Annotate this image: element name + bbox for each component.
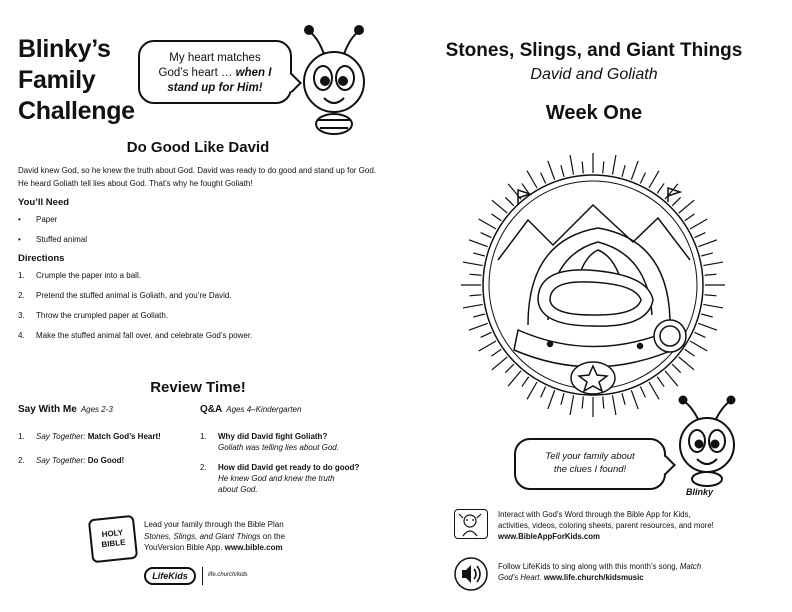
sun-ray bbox=[463, 262, 483, 265]
sun-ray bbox=[657, 377, 664, 387]
sun-ray bbox=[703, 304, 723, 307]
sun-ray bbox=[698, 240, 717, 247]
list-item: 2. Pretend the stuffed animal is Goliath, and you’re David. bbox=[18, 291, 232, 300]
sun-ray bbox=[479, 341, 496, 351]
sun-ray bbox=[570, 395, 573, 415]
mascot-name: Blinky bbox=[686, 487, 714, 497]
speaker-icon bbox=[454, 557, 488, 591]
sun-ray bbox=[492, 357, 507, 370]
sun-ray bbox=[582, 161, 583, 173]
directions-list bbox=[18, 270, 378, 350]
sun-ray bbox=[612, 155, 615, 175]
sun-ray bbox=[672, 364, 680, 372]
sun-ray bbox=[582, 397, 583, 409]
say-item: 1. Say Together: Match God’s Heart! bbox=[18, 432, 161, 441]
list-item: • Paper bbox=[18, 215, 58, 224]
directions-heading: Directions bbox=[18, 253, 65, 264]
bible-link[interactable]: www.bible.com bbox=[224, 543, 283, 552]
sun-ray bbox=[505, 197, 513, 205]
sun-ray bbox=[492, 200, 507, 213]
sun-ray bbox=[469, 274, 481, 275]
sun-ray bbox=[622, 165, 625, 177]
sun-ray bbox=[631, 390, 638, 409]
sun-ray bbox=[640, 387, 645, 398]
youll-need-heading: You’ll Need bbox=[18, 197, 70, 208]
story-subtitle: David and Goliath bbox=[530, 66, 658, 83]
sun-ray bbox=[541, 387, 546, 398]
qa-heading: Q&A Ages 4–Kindergarten bbox=[200, 404, 302, 415]
music-link[interactable]: www.life.church/kidsmusic bbox=[543, 573, 644, 582]
sun-ray bbox=[505, 364, 513, 372]
sun-ray bbox=[703, 262, 723, 265]
qa-item: 1. Why did David fight Goliath? Goliath was telling lies about God. bbox=[200, 432, 339, 452]
sun-ray bbox=[527, 171, 537, 188]
bubble-line: God’s heart … when I bbox=[158, 67, 272, 79]
sun-ray bbox=[491, 349, 501, 356]
sun-ray bbox=[481, 233, 492, 238]
sun-ray bbox=[701, 314, 713, 317]
bible-plan-text: Lead your family through the Bible Plan Stones, Slings, and Giant Things on the YouVersion Bible App. www.bible.com bbox=[144, 520, 285, 552]
list-item: • Stuffed animal bbox=[18, 235, 87, 244]
sun-ray bbox=[473, 253, 485, 256]
sun-ray bbox=[665, 184, 678, 199]
bee-mascot-icon bbox=[296, 24, 374, 136]
sun-ray bbox=[603, 161, 604, 173]
sun-ray bbox=[649, 171, 659, 188]
sun-ray bbox=[527, 382, 537, 399]
sun-ray bbox=[701, 253, 713, 256]
sun-ray bbox=[561, 165, 564, 177]
family-challenge-title bbox=[18, 34, 135, 127]
series-title: Stones, Slings, and Giant Things bbox=[445, 40, 743, 61]
sun-ray bbox=[491, 214, 501, 221]
sun-ray bbox=[631, 161, 638, 180]
sun-ray bbox=[473, 314, 485, 317]
sun-ray bbox=[508, 371, 521, 386]
bible-app-link[interactable]: www.BibleAppForKids.com bbox=[498, 532, 600, 541]
say-item: 2. Say Together: Do Good! bbox=[18, 456, 125, 465]
sun-ray bbox=[481, 332, 492, 337]
list-item: 4. Make the stuffed animal fall over, and celebrate God’s power. bbox=[18, 331, 253, 340]
sun-ray bbox=[548, 161, 555, 180]
sun-ray bbox=[541, 173, 546, 184]
speech-bubble-top bbox=[138, 40, 292, 104]
supplies-list bbox=[18, 214, 378, 254]
sun-ray bbox=[603, 397, 604, 409]
site-url[interactable]: life.church/kids bbox=[208, 572, 248, 578]
lifekids-logo: LifeKids bbox=[144, 567, 196, 585]
list-item: 1. Crumple the paper into a ball. bbox=[18, 271, 141, 280]
sun-ray bbox=[679, 357, 694, 370]
sun-ray bbox=[672, 197, 680, 205]
review-time-heading: Review Time! bbox=[150, 379, 246, 396]
bible-app-info: Interact with God’s Word through the Bible App for Kids, activities, videos, coloring sheets, parent resources, and more! www.BibleAppForKids.com bbox=[498, 509, 748, 542]
say-with-me-heading: Say With Me Ages 2-3 bbox=[18, 404, 113, 415]
sun-ray bbox=[469, 323, 488, 330]
sun-ray bbox=[665, 371, 678, 386]
sun-ray bbox=[698, 323, 717, 330]
sun-ray bbox=[548, 390, 555, 409]
sun-ray bbox=[705, 274, 717, 275]
sun-ray bbox=[469, 295, 481, 296]
title-line: Blinky’s bbox=[18, 35, 111, 63]
sun-ray bbox=[685, 214, 695, 221]
qa-item: 2. How did David get ready to do good? He knew God and knew the truth about God. bbox=[200, 463, 360, 494]
title-line: Challenge bbox=[18, 97, 135, 125]
helmet-illustration bbox=[458, 150, 728, 420]
sun-ray bbox=[695, 233, 706, 238]
section-title: Do Good Like David bbox=[126, 139, 270, 156]
sun-ray bbox=[561, 393, 564, 405]
list-item: 3. Throw the crumpled paper at Goliath. bbox=[18, 311, 169, 320]
sun-ray bbox=[690, 219, 707, 229]
holy-bible-icon: HOLY BIBLE bbox=[88, 515, 138, 564]
divider bbox=[202, 567, 203, 585]
title-line: Family bbox=[18, 66, 96, 94]
sun-ray bbox=[469, 240, 488, 247]
bible-app-kids-icon bbox=[454, 509, 488, 539]
sun-ray bbox=[695, 332, 706, 337]
sun-ray bbox=[570, 155, 573, 175]
sun-ray bbox=[690, 341, 707, 351]
sun-ray bbox=[463, 304, 483, 307]
bubble-line: stand up for Him! bbox=[167, 82, 263, 94]
sun-ray bbox=[522, 377, 529, 387]
sun-ray bbox=[622, 393, 625, 405]
sun-ray bbox=[479, 219, 496, 229]
right-page bbox=[396, 0, 792, 612]
sun-ray bbox=[612, 395, 615, 415]
music-info: Follow LifeKids to sing along with this month’s song, Match God’s Heart. www.life.church/kidsmusic bbox=[498, 562, 702, 582]
sun-ray bbox=[640, 173, 645, 184]
sun-ray bbox=[657, 183, 664, 193]
sun-ray bbox=[649, 382, 659, 399]
bubble-line: My heart matches bbox=[169, 52, 261, 64]
week-title: Week One bbox=[545, 102, 643, 124]
intro-paragraph: David knew God, so he knew the truth about God. David was ready to do good and stand up for God. He heard Goliath tell lies about God. That’s why he fought Goliath! bbox=[18, 166, 376, 188]
bee-mascot-icon bbox=[672, 395, 742, 487]
sun-ray bbox=[679, 200, 694, 213]
sun-ray bbox=[705, 295, 717, 296]
speech-bubble-bottom: Tell your family about the clues I found! bbox=[514, 438, 666, 490]
sun-ray bbox=[685, 349, 695, 356]
